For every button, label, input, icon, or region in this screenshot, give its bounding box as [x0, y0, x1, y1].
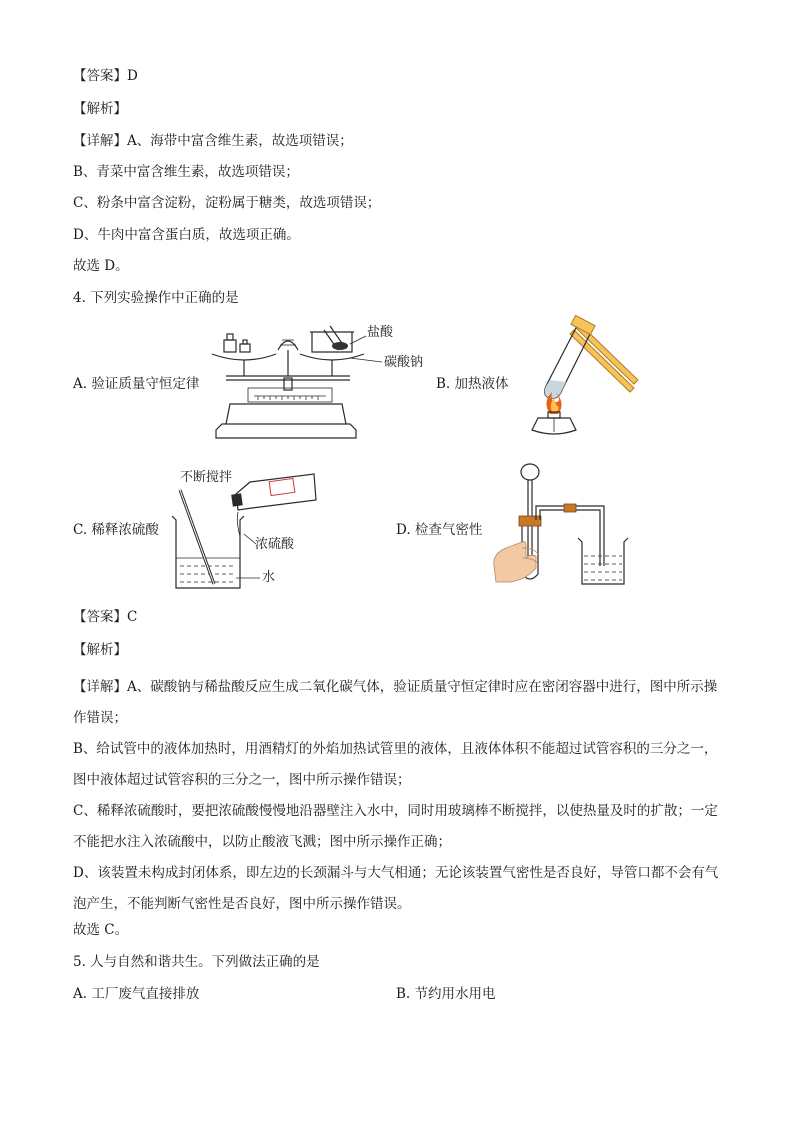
label-stir: 不断搅拌: [180, 470, 233, 485]
heating-figure: [516, 318, 640, 438]
option-b-label: B. 加热液体: [436, 376, 509, 392]
option-a-label: A. 验证质量守恒定律: [73, 376, 200, 392]
detail-paragraph: 【详解】A、碳酸钠与稀盐酸反应生成二氧化碳气体，验证质量守恒定律时应在密闭容器中进行，图中所示操作错误；: [73, 679, 718, 726]
detail-paragraph: B、给试管中的液体加热时，用酒精灯的外焰加热试管里的液体，且液体体积不能超过试管容积的三分之一，图中液体超过试管容积的三分之一，图中所示操作错误；: [73, 741, 718, 788]
detail-paragraph: D、该装置未构成封闭体系，即左边的长颈漏斗与大气相通；无论该装置气密性是否良好，导管口都不会有气泡产生，不能判断气密性是否良好，图中所示操作错误。: [73, 865, 719, 912]
label-water: 水: [262, 570, 276, 585]
question-stem: 4. 下列实验操作中正确的是: [73, 290, 239, 306]
detail-line: B、青菜中富含维生素，故选项错误；: [73, 164, 299, 180]
label-na2co3: 碳酸钠: [384, 355, 424, 370]
option-c-label: C. 稀释浓硫酸: [73, 522, 159, 538]
detail-line: 【详解】A、海带中富含维生素，故选项错误；: [73, 133, 353, 149]
analysis-heading: 【解析】: [73, 101, 127, 117]
choose-line: 故选 D。: [73, 258, 129, 274]
detail-paragraph: C、稀释浓硫酸时，要把浓硫酸慢慢地沿器壁注入水中，同时用玻璃棒不断搅拌，以使热量及时的扩散；一定不能把水注入浓硫酸中，以防止酸液飞溅；图中所示操作正确；: [73, 803, 718, 850]
answer-line: 【答案】D: [73, 68, 138, 84]
option-b: B. 节约用水用电: [396, 986, 496, 1002]
leader-line: [350, 334, 368, 346]
choose-line: 故选 C。: [73, 922, 129, 938]
airtight-figure: [492, 462, 638, 588]
leader-line: [350, 356, 384, 366]
balance-figure: [208, 326, 368, 444]
detail-line: D、牛肉中富含蛋白质，故选项正确。: [73, 227, 300, 243]
detail-line: C、粉条中富含淀粉，淀粉属于糖类，故选项错误；: [73, 195, 381, 211]
dilution-figure: [166, 470, 316, 594]
label-h2so4: 浓硫酸: [255, 537, 295, 552]
question-stem: 5. 人与自然和谐共生。下列做法正确的是: [73, 954, 320, 970]
option-a: A. 工厂废气直接排放: [73, 986, 200, 1002]
option-d-label: D. 检查气密性: [396, 522, 483, 538]
label-hcl: 盐酸: [367, 325, 394, 340]
answer-line: 【答案】C: [73, 609, 138, 625]
analysis-heading: 【解析】: [73, 642, 127, 658]
